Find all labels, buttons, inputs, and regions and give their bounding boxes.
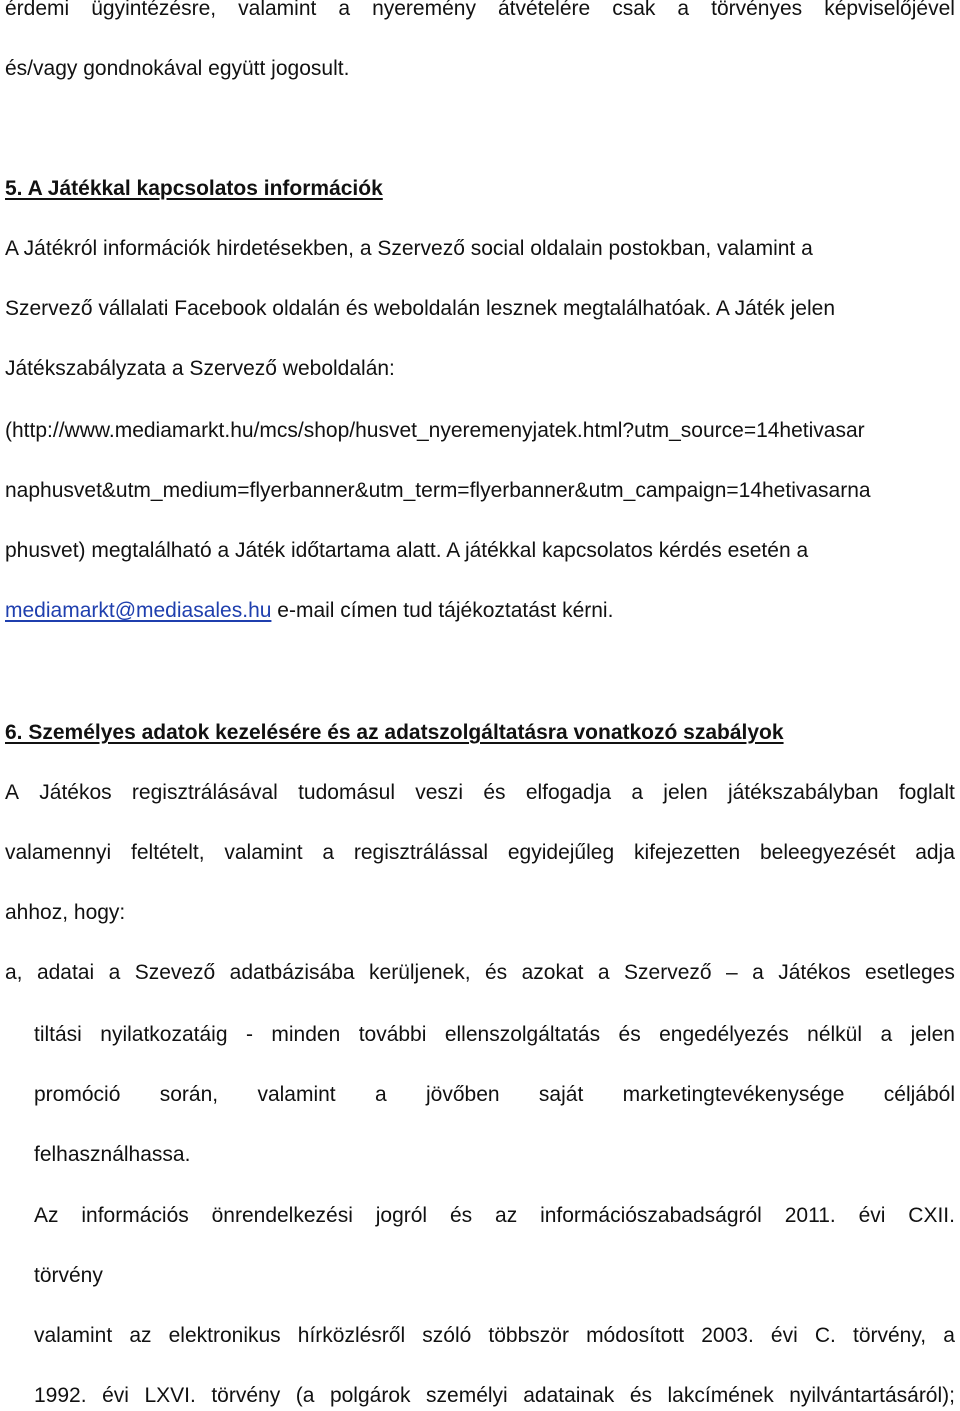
word: többször [488, 1324, 569, 1347]
word: a [597, 961, 610, 984]
section-6-para-line-1 [5, 780, 955, 806]
word: Játékos [39, 781, 112, 804]
word: évi [858, 1204, 886, 1227]
word: jövőben [426, 1083, 500, 1106]
item-a-line-1 [5, 960, 955, 986]
word: tudomásul [298, 781, 395, 804]
word: a [752, 961, 764, 984]
word: évi [102, 1384, 129, 1407]
word: játékszabályban [727, 781, 879, 804]
word: csak [612, 0, 656, 20]
word: LXVI. [144, 1384, 196, 1407]
word: Szervező [624, 961, 712, 984]
word: évi [770, 1324, 798, 1347]
word: jelen [910, 1023, 955, 1046]
word: törvényes [711, 0, 803, 20]
word: kerüljenek, [369, 961, 471, 984]
word: valamint [257, 1083, 336, 1106]
word: szóló [422, 1324, 472, 1347]
section-6-para-line-3: ahhoz, hogy: [5, 901, 126, 924]
word: 1992. [34, 1384, 87, 1407]
word: érdemi [5, 0, 70, 20]
word: a [677, 0, 690, 20]
word: nyilatkozatáig [100, 1023, 228, 1046]
word: az [129, 1324, 152, 1347]
section-5-line-3: Játékszabályzata a Szervező weboldalán: [5, 357, 395, 380]
section-6-heading: 6. Személyes adatok kezelésére és az adatszolgáltatásra vonatkozó szabályok [5, 721, 784, 744]
word: promóció [34, 1083, 121, 1106]
word: A [5, 781, 20, 804]
word: az [495, 1204, 518, 1227]
word: esetleges [865, 961, 955, 984]
word: tiltási [34, 1023, 82, 1046]
word: nyilvántartásáról); [789, 1384, 955, 1407]
word: beleegyezését [759, 841, 896, 864]
word: jogról [375, 1204, 428, 1227]
section-5-line-2: Szervező vállalati Facebook oldalán és weboldalán lesznek megtalálhatóak. A Játék jelen [5, 297, 836, 320]
word: kifejezetten [633, 841, 741, 864]
word: CXII. [908, 1204, 955, 1227]
item-a-line-2 [34, 1022, 955, 1048]
word: feltételt, [131, 841, 205, 864]
word: adatai [36, 961, 95, 984]
word: a [322, 841, 335, 864]
law-line-1 [34, 1203, 955, 1229]
word: és [629, 1384, 652, 1407]
word: polgárok [329, 1384, 411, 1407]
word: C. [814, 1324, 836, 1347]
section-5-line-1: A Játékról információk hirdetésekben, a Szervező social oldalain postokban, valamint a [5, 237, 813, 260]
word: adatainak [523, 1384, 615, 1407]
section-5-line-4: phusvet) megtalálható a Játék időtartama alatt. A játékkal kapcsolatos kérdés esetén a [5, 539, 809, 562]
word: információszabadságról [540, 1204, 762, 1227]
word: céljából [883, 1083, 955, 1106]
intro-line-1 [5, 0, 955, 22]
word: a [631, 781, 644, 804]
word: személyi [426, 1384, 508, 1407]
word: saját [538, 1083, 584, 1106]
word: ügyintézésre, [91, 0, 217, 20]
word: valamint [238, 0, 317, 20]
item-a-line-4: felhasználhassa. [34, 1143, 191, 1166]
word: módosított [586, 1324, 685, 1347]
word: – [725, 961, 738, 984]
word: jelen [663, 781, 708, 804]
word: adja [915, 841, 955, 864]
word: marketingtevékenysége [622, 1083, 845, 1106]
word: Az [34, 1204, 59, 1227]
rules-url-line-2[interactable]: naphusvet&utm_medium=flyerbanner&utm_term=flyerbanner&utm_campaign=14hetivasarna [5, 479, 871, 502]
word: törvény, [852, 1324, 927, 1347]
word: és [449, 1204, 473, 1227]
word: és [483, 781, 506, 804]
word: a [374, 1083, 387, 1106]
word: egyidejűleg [507, 841, 615, 864]
word: regisztrálással [353, 841, 489, 864]
word: adatbázisába [229, 961, 355, 984]
word: veszi [415, 781, 464, 804]
word: valamint [34, 1324, 113, 1347]
word: a [880, 1023, 893, 1046]
word: a, [5, 961, 23, 984]
word: önrendelkezési [211, 1204, 353, 1227]
word: minden [271, 1023, 341, 1046]
word: 2011. [784, 1204, 836, 1227]
email-link[interactable]: mediamarkt@mediasales.hu [5, 599, 272, 622]
law-line-2: törvény [34, 1264, 103, 1287]
section-5-line-5 [5, 598, 613, 624]
word: további [358, 1023, 427, 1046]
word: 2003. [701, 1324, 754, 1347]
word: és [618, 1023, 641, 1046]
word: Játékos [778, 961, 851, 984]
word: Szevező [134, 961, 216, 984]
law-line-4 [34, 1383, 955, 1409]
word: a [943, 1324, 955, 1347]
word: képviselőjével [824, 0, 955, 20]
word: és [485, 961, 508, 984]
law-line-3 [34, 1323, 955, 1349]
intro-line-2: és/vagy gondnokával együtt jogosult. [5, 57, 350, 80]
section-5-line-5-rest: e-mail címen tud tájékoztatást kérni. [271, 599, 614, 622]
word: regisztrálásával [131, 781, 278, 804]
word: átvételére [497, 0, 591, 20]
word: nyeremény [372, 0, 476, 20]
word: engedélyezés [659, 1023, 789, 1046]
word: lakcímének [667, 1384, 774, 1407]
word: azokat [521, 961, 584, 984]
word: foglalt [898, 781, 955, 804]
section-5-heading: 5. A Játékkal kapcsolatos információk [5, 177, 383, 200]
word: nélkül [807, 1023, 863, 1046]
word: a [108, 961, 121, 984]
word: hírközlésről [297, 1324, 406, 1347]
word: ellenszolgáltatás [444, 1023, 601, 1046]
word: információs [81, 1204, 189, 1227]
item-a-line-3 [34, 1082, 955, 1108]
word: során, [159, 1083, 219, 1106]
word: (a [295, 1384, 315, 1407]
word: elektronikus [168, 1324, 281, 1347]
word: elfogadja [525, 781, 612, 804]
word: a [338, 0, 351, 20]
word: - [245, 1023, 253, 1046]
word: valamint [224, 841, 303, 864]
rules-url-line-1[interactable]: (http://www.mediamarkt.hu/mcs/shop/husvet_nyeremenyjatek.html?utm_source=14hetivasar [5, 419, 865, 442]
word: törvény [211, 1384, 281, 1407]
section-6-para-line-2 [5, 840, 955, 866]
word: valamennyi [5, 841, 112, 864]
